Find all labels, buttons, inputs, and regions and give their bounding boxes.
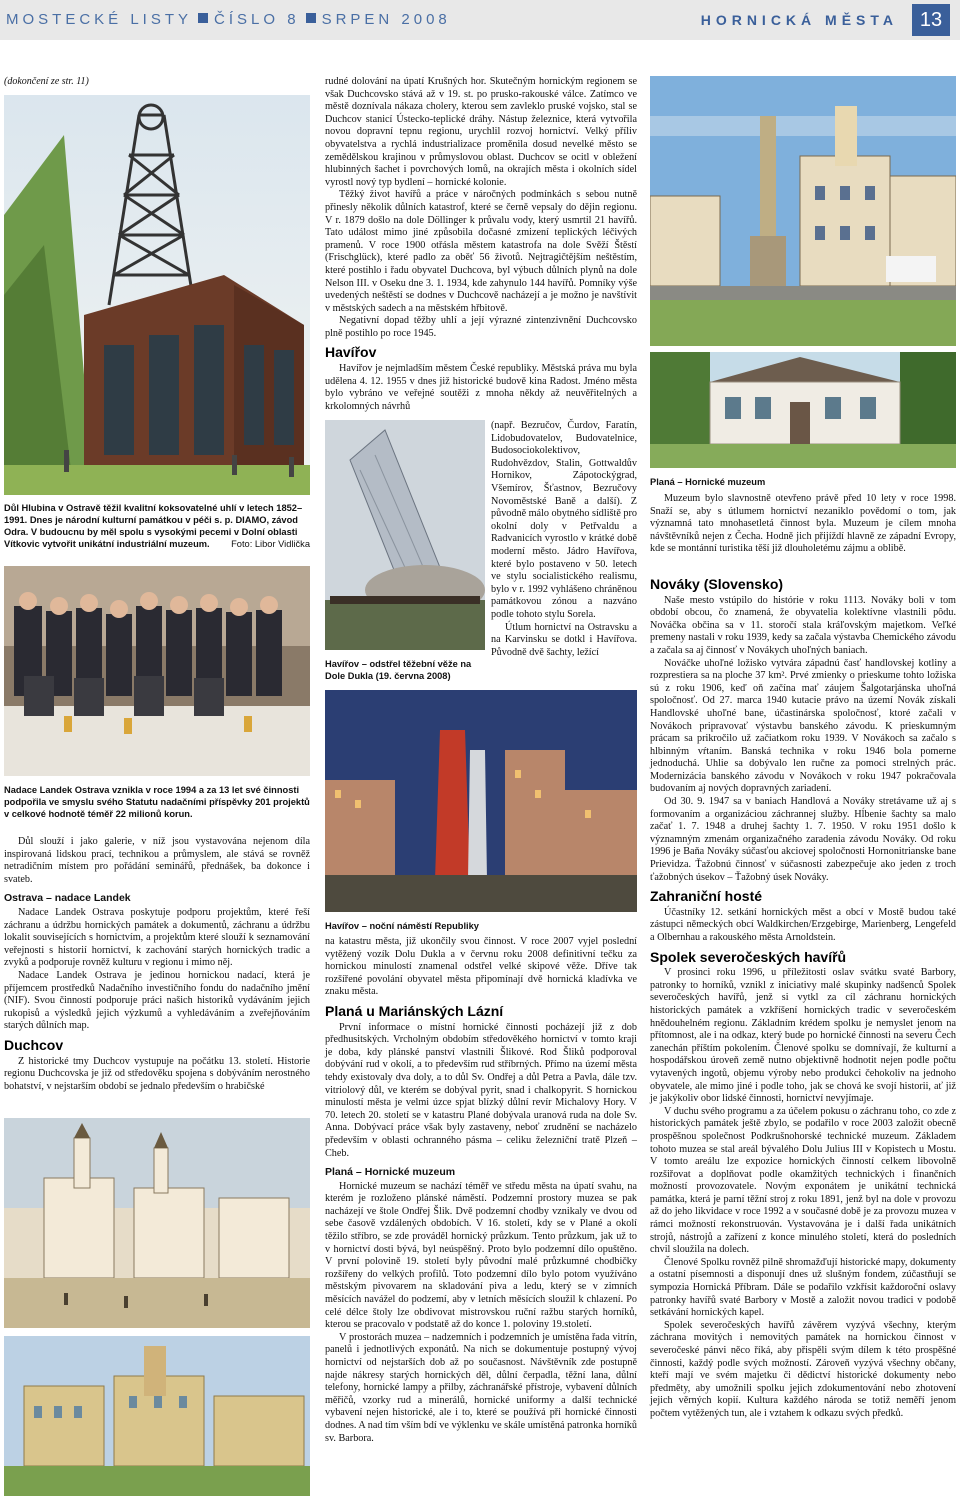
masthead (6, 11, 451, 28)
paragraph: Nadace Landek Ostrava poskytuje podporu projektům, které řeší záchranu a údržbu hornických památek a dokumentů, záchranu a údržbu lokalit souvisejících s hornictvím, a projektům které slouží k seznamování veřejnosti s historií hornictví, k zachování starých hornických tradic a zvyků a podporuje rovněž kulturu v regionu i mimo něj. (4, 906, 310, 969)
heading-plana: Planá u Mariánských Lázní (325, 1002, 504, 1019)
caption-demolition: Havířov – odstřel těžební věže na Dole Dukla (19. června 2008) (325, 659, 472, 681)
town-square-photo (650, 76, 956, 346)
caption-hlubina (4, 502, 310, 550)
museum-photo (650, 352, 956, 468)
demolition-photo (325, 420, 485, 650)
section-title: HORNICKÁ MĚSTA (700, 12, 898, 28)
hlubina-mine-photo (4, 95, 310, 495)
square-icon (306, 13, 316, 23)
paragraph: Nadace Landek Ostrava je jedinou hornickou nadací, která je příjemcem prostředků Nadačního investičního fondu do nadačního jmění (NIF). Svou činností podporuje práci našich historiků vydáváním jejich rukopisů a výsledků jejich výzkumů a vyhledáváním a zveřejňováním starých důlních map. (4, 969, 310, 1032)
heading-novaky: Nováky (Slovensko) (650, 575, 784, 592)
paragraph: Muzeum bylo slavnostně otevřeno právě před 10 lety v roce 1998. Snaží se, aby s útlumem hornictví nezaniklo povědomí o tom, jak významná tato mnohasetletá činnost byla. Muzeum je cílem mnoha návštěvníků nejen z Čecha. Hodně jich přijíždí hlavně ze západní Evropy, kde se montánní turistika těší již dlouholetému zájmu a oblibě. (650, 493, 956, 555)
page-header (0, 0, 960, 42)
paragraph: Naše mesto vstúpilo do histórie v roku 1113. Nováky boli v tom období obcou, čo znamená, že obyvatelia kolektívne vlastnili pôdu. Nováčka občina sa v 11. storočí stala kráľovským majetkom. Veľké premeny nastali v roku 1939, kedy sa začala výstavba Chemického závodu a začala sa aj činnosť v Novákych uhoľných baniach. (650, 594, 956, 656)
paragraph: Od 30. 9. 1947 sa v baniach Handlová a Nováky stretávame už aj s formovaním a organizáciou záchrannej služby. Hĺbenie šachty sa malo začať 1. 7. 1948 a druhej šachty 1. 7. 1950. V roku 1951 došlo k významným zmenám organizačného zaradenia závodu Nováky. Od roku 1996 je Baňa Nováky súčasťou akciovej spoločnosti Hornonitrianske bane Prievidza. Ťažobnú činnosť v súčasnosti zabezpečuje ako jeden z troch ťažobných úsekov – Ťažobný úsek Nováky. (650, 796, 956, 883)
masthead-title: MOSTECKÉ LISTY (6, 11, 193, 28)
column-3-text (650, 493, 956, 1421)
paragraph: Členové Spolku rovněž pilně shromažďují historické mapy, dokumenty a ostatní písemnosti a disponují dnes už slušným fondem, zúčastňují se sympozia Hornická Příbram. Dále se podařilo vzkřísit každoroční oslavy patronky havířů svaté Barbory v Mostě a založit novou tradici v podobě setkávání hornických kapel. (650, 1256, 956, 1319)
caption-landek: Nadace Landek Ostrava vznikla v roce 1994 a za 13 let své činnosti podpořila ve smyslu svého Statutu nadačními příspěvky 201 projektů v celkové hodnotě téměř 22 milionů korun. (4, 785, 310, 819)
paragraph: rudné dolování na úpatí Krušných hor. Skutečným hornickým regionem se však Duchcovsko stává až v 19. st. po prusko-rakouské válce. Zatímco ve městě doznívala nákaza cholery, kterou sem zavleklo pruské vojsko, stal se Duchcov stanicí Ústecko-teplické dráhy. Nástup železnice, která vytvořila novou dopravní tepnu regionu, urychlil rozvoj hornictví. Velký příliv obyvatelstva a rychlá industrializace proměnila dosud nevelké město se zemědělskou krajinou v průmyslovou oblast. Duchcov se ocitl v obležení hlubinných šachet i povrchových lomů, na okrajích města i okolních sídel vyrostl nový typ bydlení – hornické kolonie. (325, 76, 637, 188)
column-2-wrap (491, 420, 637, 659)
paragraph: Spolek severočeských havířů závěrem vyzývá všechny, kterým záchrana movitých i nemovitých památek na hornickou činnost v severočeské pánvi něco říká, aby přispěli svým dílem k této prospěšné činnosti, každý podle svých možností. Zároveň vyzývá všechny občany, kteří mají ve svém majetku či dědictví historické dokumenty nebo předměty, aby umožnili spolku jejich zdokumentování nebo zhotovení jejich věrných kopií. Kultura každého národa se totiž neměří jenom počtem vytěžených tun, ale i vztahem k odkazu svých předků. (650, 1319, 956, 1419)
duchcov-painting (4, 1118, 310, 1328)
night-square-photo (325, 690, 637, 912)
column-2-text-bottom (325, 936, 637, 1445)
paragraph: V duchu svého programu a za účelem pokusu o záchranu toho, co zde z historických památek ještě zbylo, se podařilo v roce 2003 založit obecně prospěšnou společnost Podkrušnohorské technické muzeum. Základem tohoto muzea se stal areál bývalého Dolu Julius III v Kopistech u Mostu. V tomto areálu lze expozice hornických činností celkem libovolně rozšiřovat a doplňovat podle okamžitých technických i finančních možností provozovatele. Novým exponátem je unikátní technická památka, která je parní těžní stroj z roku 1891, jenž byl na dole v provozu až do jeho likvidace v roce 1992 a v současné době je za provozu muzea v rámci možností rekonstruován. Vystavována je i další řada unikátních strojů, nástrojů a zařízení z konce minulého století, která do posledních chvil sloužila na dolech. (650, 1105, 956, 1256)
column-1-text (4, 836, 310, 1093)
page-number: 13 (912, 4, 950, 36)
paragraph: V prosinci roku 1996, u příležitosti oslav svátku svaté Barbory, patronky to horníků, vznikl z iniciativy malé skupinky nadšenců Spolek severočeských havířů, jenž si vytkl za cíl záchranu hornických historických památek a vzkříšení hornických tradic v severočeském hnědouhelném regionu. Základním krédem spolku je nemyslet jenom na přítomnost, ale i na odkaz, který bude po hornické činnosti na severu Čech zanechán příštím pokolením. Členové spolku se domnívají, že kulturní a hospodářskou úroveň země nutno objektivně hodnotit nejen podle počtu vytavených ingotů, objemu výroby nebo produkci čehokoliv na jednoho obyvatele, ale mimo jiné i podle toho, jak se chová ke svojí historii, ať již je jakýkoliv obor lidské činnosti, hornictví nevyjímaje. (650, 967, 956, 1105)
continuation-note: (dokončení ze str. 11) (4, 76, 89, 87)
heading-landek: Ostrava – nadace Landek (4, 892, 131, 905)
issue-date: SRPEN 2008 (321, 11, 451, 28)
paragraph: (např. Bezručov, Čurdov, Faratín, Lidobudovatelov, Budovatelnice, Budosociokolektivov, Rudohvězdov, Stalin, Gottwaldův Hornikov, Zápotockýgrad, Všemírov, Šťastnov, Bezručovy Novoměstské Baně a další). Z původně málo obytného sídliště pro okolní doly v Petřvaldu a Radvanicích vyrostlo v krátké době moderní město. Jádro Havířova, které bylo postaveno v 50. letech ve stylu socialistického realismu, bylo v r. 1992 vyhlášeno chráněnou památkovou zónou a nazváno podle tohoto stylu Sorela. (491, 420, 638, 620)
paragraph: Z historické tmy Duchcov vystupuje na počátku 13. století. Historie regionu Duchcovska je již od středověku spojena s dobýváním nerostného bohatství, v nejstarším období se jednalo především o hrabičské (4, 1055, 310, 1092)
caption-plana-museum: Planá – Hornické muzeum (650, 477, 766, 487)
paragraph: na katastru města, již ukončily svou činnost. V roce 2007 vyjel poslední vytěžený vozík Dolu Dukla a v červnu roku 2008 definitivní tečku za hornickou minulostí znamenal odstřel velké skipové věže. Dříve tak rozšířené povolání obyvatel města připomínají dvě hornická kladívka ve znaku města. (325, 936, 637, 998)
heading-havirov: Havířov (325, 344, 377, 361)
caption-night: Havířov – noční náměstí Republiky (325, 921, 479, 931)
paragraph: Těžký život havířů a práce v náročných podmínkách s sebou nutně přinesly několik důlních katastrof, které se černě vepsaly do dějin regionu. V r. 1879 došlo na dole Döllinger k průvalu vody, který usmrtil 21 havířů. Tato událost mimo jiné způsobila dočasné zmizení teplických léčivých pramenů. V roce 1900 otřásla městem katastrofa na dole Svěží Štěstí (Frischglück), které padlo za oběť 56 životů. Nejtragičtějším neštěstím, které postihlo i řadu obyvatel Duchcova, byl výbuch důlních plynů na dole Nelson III. v Oseku dne 3. 1. 1934, kde zahynulo 144 havířů. Pomníky výše uvedených neštěstí se dodnes v Duchcově nacházejí a je možno je navštívit v městských sadech a na městském hřbitově. (325, 189, 637, 314)
paragraph: Účastníky 12. setkání hornických měst a obcí v Mostě budou také zástupci německých obcí Waldkirchen/Erzgebirge, Marienberg, Lengefeld a Olbernhau a rakouského města Arnoldstein. (650, 906, 956, 943)
square-icon (198, 13, 208, 23)
photo-credit: Foto: Libor Vidlička (231, 539, 310, 549)
issue-number: ČÍSLO 8 (214, 11, 300, 28)
heading-museum: Planá – Hornické muzeum (325, 1166, 456, 1179)
paragraph: Negativní dopad těžby uhlí a její výrazné zintenzivnění Duchcovsko plně postihlo po roce 1945. (325, 315, 637, 339)
caption-text: Důl Hlubina v Ostravě těžil kvalitní koksovatelné uhlí v letech 1852–1991. Dnes je národní kulturní památkou v péči s. p. DIAMO, závod Odra. V budoucnu by měl spolu s vysokými pecemi v Dolní oblasti Vítkovic vytvořit unikátní industriální muzeum. (4, 503, 303, 549)
landek-group-photo (4, 566, 310, 776)
paragraph: V prostorách muzea – nadzemních i podzemních je umístěna řada vitrín, panelů i jednotlivých exponátů. Na nich se dokumentuje postupný vývoj hornictví od nejstarších dob až po současnost. Návštěvník zde postupně najde nákresy starých hornických děl, důlní čerpadla, těžní lana, důlní telefony, hornické lampy a přilby, záchranářské přístroje, vybavení důlních měřičů, vzorky rud a minerálů, hornické uniformy a další technické vybavení nejen historické, ale i to, které se používá při hornické činnosti dodnes. A nad tím vším bdí ve výklenku ve skále umístěná patronka horníků sv. Barbora. (325, 1331, 637, 1444)
paragraph: Havířov je nejmladším městem České republiky. Městská práva mu byla udělena 4. 12. 1955 v dnes již historické budově kina Radost. Jméno města bylo vybráno ve veřejné soutěži z mnoha někdy až neuvěřitelných a krkolomných návrhů (325, 363, 637, 412)
paragraph: První informace o místní hornické činnosti pocházejí již z dob předhusitských. Vrcholným obdobím středověkého hornictví v tomto kraji je doba, kdy plánské panství vlastnili Šlikové. Rod Šliků podporoval dobývání rud v okolí, a to především rud stříbrných. Přímo na území města tehdy existovaly dva doly, a to důl Sv. Ondřej a důl Petra a Pavla, dále tzv. vitriolový důl, ve kterém se dobýval pyrit, snad i chalkopyrit. S hornickou minulostí města je velmi úzce spjat blízký důlní revír Michalovy Hory. V 70. letech 20. století se v katastru Plané dobývala uranová ruda na dole Sv. Anna. Dobývací práce však byly zastaveny, neboť zrudnění se nacházelo především v oblasti ochranného pásma – celiku železniční tratě Plzeň – Cheb. (325, 1021, 637, 1159)
heading-foreign-guests: Zahraniční hosté (650, 888, 763, 905)
paragraph: Nováčke uhoľné ložisko vytvára západnú časť handlovskej kotliny a rozprestiera sa na ploche 37 km². Prvé zmienky o prieskume tohto ložiska sú z roku 1906, keď oň začína mať záujem Šalgotarjánska uhoľná spoločnosť. Od 27. marca 1940 kutacie právo na území Novák získali Handlovské uhoľné bane, účastinárska spoločnosť, ktoré začali v Novákoch pripravovať výstavbu banského závodu. K prieskumným prácam sa prikročilo už začiatkom roku 1939. V Novákoch sa začalo s hlbinným vŕtaním. Banská technika v roku 1946 bola pomerne jednoduchá. Uhlie sa dobývalo len ručne za pomoci strelných prác. Modernizácia banského závodu v Novákoch v roku 1947 pokračovala budovaním aj nových dopravných zariadení. (650, 657, 956, 795)
heading-duchcov: Duchcov (4, 1036, 64, 1053)
paragraph: Důl slouží i jako galerie, v níž jsou vystavována nejenom díla inspirovaná lidskou prací, technikou a průmyslem, ale stává se rovněž netradičním místem pro pořádání seminářů, přednášek, ba dokonce i svateb. (4, 836, 310, 885)
paragraph: Útlum hornictví na Ostravsku a na Karvinsku se dotkl i Havířova. Původně dvě šachty, ležící (491, 621, 637, 658)
heading-spolek: Spolek severočeských havířů (650, 948, 847, 965)
paragraph: Hornické muzeum se nachází téměř ve středu města na úpatí svahu, na kterém je rozloženo plánské náměstí. Podzemní prostory muzea se pak nacházejí ve štole Ondřej Šlik. Dvě podzemní chodby vznikaly ve dvou od sebe časově vzdálených obdobích. V 16. století, kdy se v Plané a okolí těžilo stříbro, se zde prováděl hornický průzkum. Tento průzkum, jak už to v hornictví dosti bývá, byl neúspěšný. Proto bylo podzemní dílo opuštěno. V první polovině 19. století byly původní malé průzkumné chodbičky rozšířeny do velkých profilů. Toto podzemní dílo bylo potom využíváno městským pivovarem na skladování piva a ledu, který se v zimních měsících navážel do podzemí, aby v letních měsících sloužil k chlazení. Po celé délce štoly lze obdivovat mistrovskou ruční ražbu starých horníků, kterou se pracovalo v podstatě až do konce 1. poloviny 19.století. (325, 1180, 637, 1331)
column-2-text-top (325, 76, 637, 413)
duchcov-square-photo (4, 1336, 310, 1496)
